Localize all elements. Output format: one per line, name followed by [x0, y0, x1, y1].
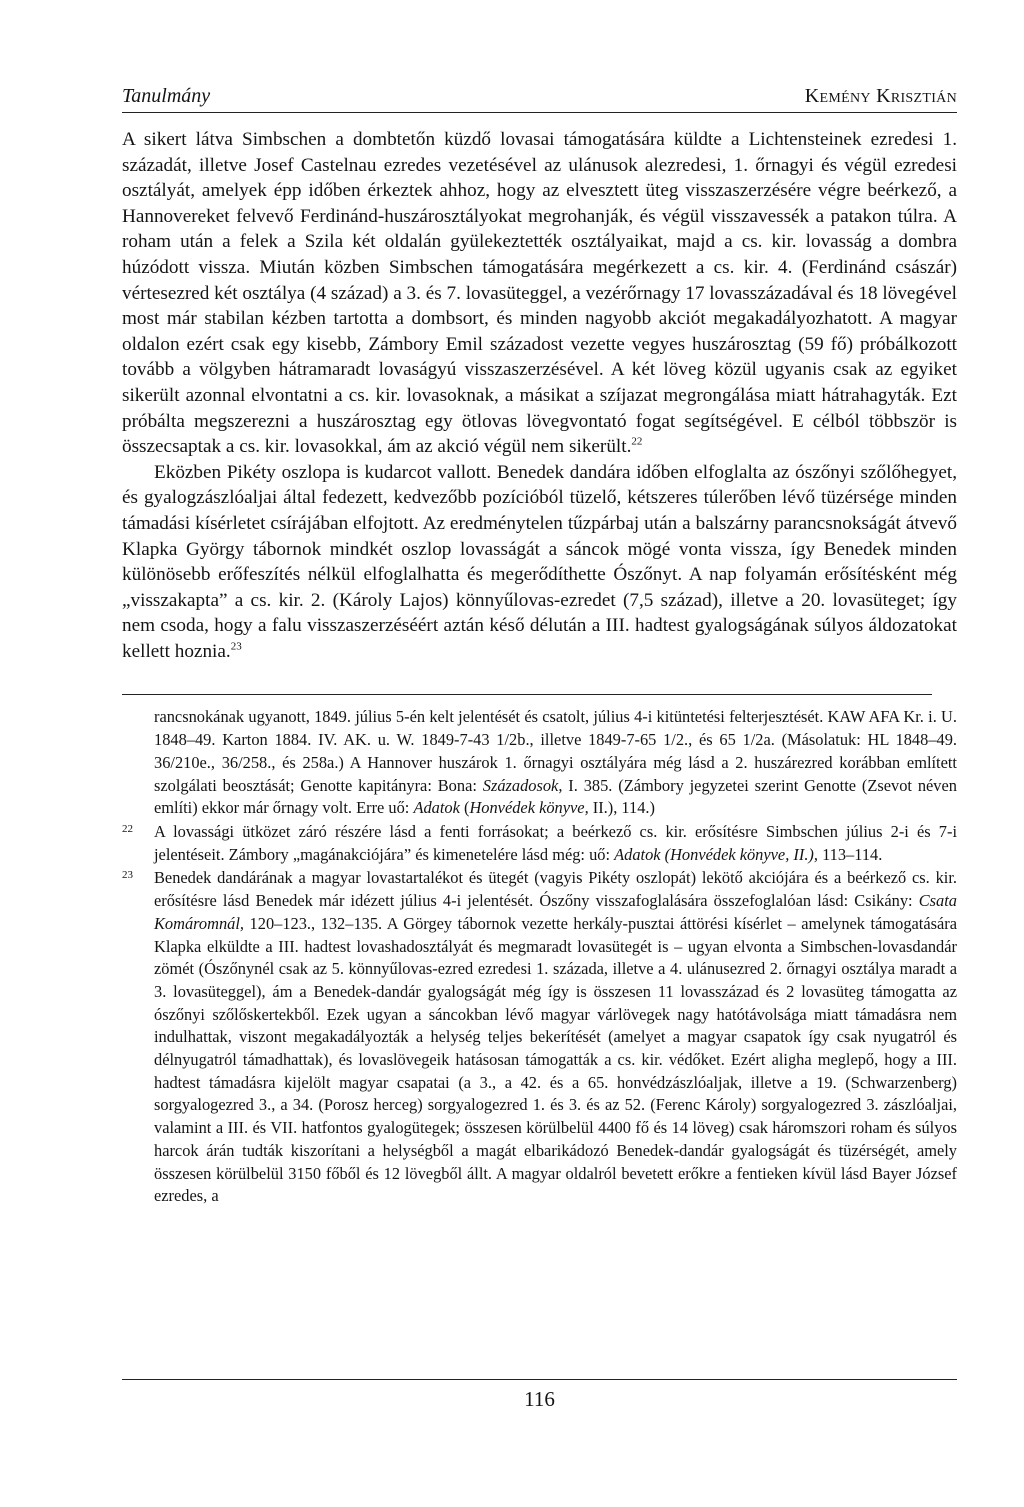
footnote-continued — [122, 706, 957, 820]
footnote-continued-text-3: ( — [459, 798, 470, 818]
footnote-ref-23[interactable]: 23 — [230, 640, 242, 653]
footnote-22-text: A lovassági ütközet záró részére lásd a fenti forrásokat; a beérkező cs. kir. erősítésre Simbschen július 2-i és 7-i jelentéseit. Zámbory „magánakciójára” és kimenetelére lásd még: uő: — [154, 821, 957, 864]
footnote-separator — [122, 694, 932, 695]
footnote-ref-22[interactable]: 22 — [631, 435, 643, 448]
paragraph-1-text: A sikert látva Simbschen a dombtetőn küzdő lovasai támogatására küldte a Lichtensteinek ezredesi 1. századát, illetve Josef Castelnau ezredes vezetésével az ulánusok alezredesi, 1. őrnagyi és végül ezredesi osztályát, amelyek épp időben érkeztek ahhoz, hogy az elvesztett üteg visszaszerzésére végre beérkező, a Hannovereket felvevő Ferdinánd-huszárosztályokat megrohanják, és végül visszavessék a patakon túlra. A roham után a felek a Szila két oldalán gyülekeztették osztályaikat, majd a cs. kir. lovasság a dombra húzódott vissza. Miután közben Simbschen támogatására megérkezett a cs. kir. 4. (Ferdinánd császár) vértesezred két osztálya (4 század) a 3. és 7. lovasüteggel, a vezérőrnagy 17 lovasszázadával és 18 lövegével most már stabilan kézben tartotta a dombsort, és minden nagyobb akciót megakadályozhatott. A magyar oldalon ezért csak egy kisebb, Zámbory Emil századost vezette vegyes huszárosztag (59 fő) próbálkozott tovább a völgyben hátramaradt lovaságyú visszaszerzésével. A két löveg közül ugyanis csak az egyiket sikerült azonnal elvontatni a cs. kir. lovasoknak, a másikat a szíjazat megrongálása miatt hátrahagyták. Ezt próbálta megszerezni a huszárosztag egy ötlovas lövegvontató fogat segítségével. E célból többször is összecsaptak a cs. kir. lovasokkal, ám az akció végül nem sikerült. — [122, 129, 957, 458]
footnote-23-number: 23 — [122, 869, 133, 882]
footnote-continued-text-2: I. 385. (Zámbory jegyzetei szerint Genotte (Zsevot néven említi) ekkor már őrnagy volt. Erre uő: — [154, 775, 957, 818]
footnote-23 — [122, 867, 957, 1208]
bottom-separator — [122, 1379, 957, 1380]
paragraph-1 — [122, 127, 957, 460]
footnotes-section — [122, 706, 957, 1207]
paragraph-2 — [122, 460, 957, 665]
footnote-continued-italic-1: Századosok, — [482, 775, 563, 795]
author-name: Kemény Krisztián — [804, 85, 957, 107]
journal-section-title: Tanulmány — [122, 85, 211, 107]
footnote-continued-italic-3: Honvédek könyve, — [469, 798, 589, 818]
footnote-continued-italic-2: Adatok — [413, 798, 460, 818]
footnote-23-text-2: 120–123., 132–135. A Görgey tábornok vezette herkály-pusztai áttörési kísérlet – amelynek támogatására Klapka elküldte a III. hadtest lovashadosztályát és megmaradt lovasütegét is – ugyan elvonta a Simbschen-lovasdandár zömét (Ószőnynél csak az 5. könnyűlovas-ezred ezredesi 1. százada, illetve a 4. ulánusezred 2. őrnagyi osztálya maradt a 3. lovasüteggel), ám a Benedek-dandár gyalogságát még így is összesen 11 lovasszázad és 2 lovasüteg támogatta az ószőnyi szőlőskertekből. Ezek ugyan a sáncokban lévő magyar várlövegek nagy hatótávolsága miatt támadásra nem indulhattak, viszont megakadályozták a helység teljes bekerítését (amelyet a magyar csapatok így csak nyugatról és délnyugatról támadhattak), és lovaslövegeik hatásosan támogatták a cs. kir. védőket. Ezért aligha meglepő, hogy a III. hadtest támadásra kijelölt magyar csapatai (a 3., a 42. és a 65. honvédzászlóaljak, illetve a 19. (Schwarzenberg) sorgyalogezred 3., a 34. (Porosz herceg) sorgyalogezred 1. és 3. és az 52. (Ferenc Károly) sorgyalogezred 3. zászlóaljai, valamint a III. és VII. hatfontos gyalogütegek; összesen körülbelül 4400 fő és 14 löveg) csak háromszori roham és súlyos harcok árán tudták kiszorítani a helységből a magát elbarikádozó Benedek-dandár gyalogságát és tüzérségét, amely összesen körülbelül 3150 főből és 12 lövegből állt. A magyar oldalról bevetett erőkre a fentieken kívül lásd Bayer József ezredes, a — [154, 913, 957, 1206]
footnote-22-italic: Adatok (Honvédek könyve, II.), — [614, 844, 818, 864]
footnote-22-text-2: 113–114. — [817, 844, 883, 864]
footnote-23-text: Benedek dandárának a magyar lovastartalékot és ütegét (vagyis Pikéty oszlopát) lekötő akciójára és a beérkező cs. kir. erősítésre lásd Benedek már idézett július 4-i jelentését. Ószőny visszafoglalására összefoglalóan lásd: Csikány: — [154, 868, 957, 911]
paragraph-2-text: Eközben Pikéty oszlopa is kudarcot vallott. Benedek dandára időben elfoglalta az ószőnyi szőlőhegyet, és gyalogzászlóaljai által fedezett, kedvezőbb pozícióból tüzelő, kétszeres túlerőben lévő tüzérsége minden támadási kísérletet csírájában elfojtott. Az eredménytelen tűzpárbaj után a balszárny parancsnokságát átvevő Klapka György tábornok mindkét oszlop lovasságát a sáncok mögé vonta vissza, így Benedek minden különösebb erőfeszítés nélkül elfoglalhatta és megerődíthette Ószőnyt. A nap folyamán erősítésként még „visszakapta” a cs. kir. 2. (Károly Lajos) könnyűlovas-ezredet (7,5 század), illetve a 20. lovasüteget; így nem csoda, hogy a falu visszaszerzéséért aztán késő délután a III. hadtest gyalogságának súlyos áldozatokat kellett hoznia. — [122, 461, 957, 662]
page-number: 116 — [524, 1387, 555, 1411]
footnote-continued-text-4: II.), 114.) — [588, 798, 655, 818]
footnote-22-number: 22 — [122, 822, 133, 835]
footnote-continued-text: rancsnokának ugyanott, 1849. július 5-én kelt jelentését és csatolt, július 4-i kitüntetési felterjesztését. KAW AFA Kr. i. U. 1848–49. Karton 1884. IV. AK. u. W. 1849-7-43 1/2b., illetve 1849-7-65 1/2., és 65 1/2a. (Másolatuk: HL 1848–49. 36/210e., 36/258., és 258a.) A Hannover huszárok 1. őrnagyi osztályára még lásd a 2. huszárezred korábban említett szolgálati beosztását; Genotte kapitányra: Bona: — [154, 707, 957, 795]
running-header — [122, 82, 957, 113]
footnote-23-italic: Csata Komáromnál, — [154, 891, 957, 933]
footnote-22 — [122, 821, 957, 866]
article-body — [122, 127, 957, 664]
document-page — [122, 82, 957, 1462]
